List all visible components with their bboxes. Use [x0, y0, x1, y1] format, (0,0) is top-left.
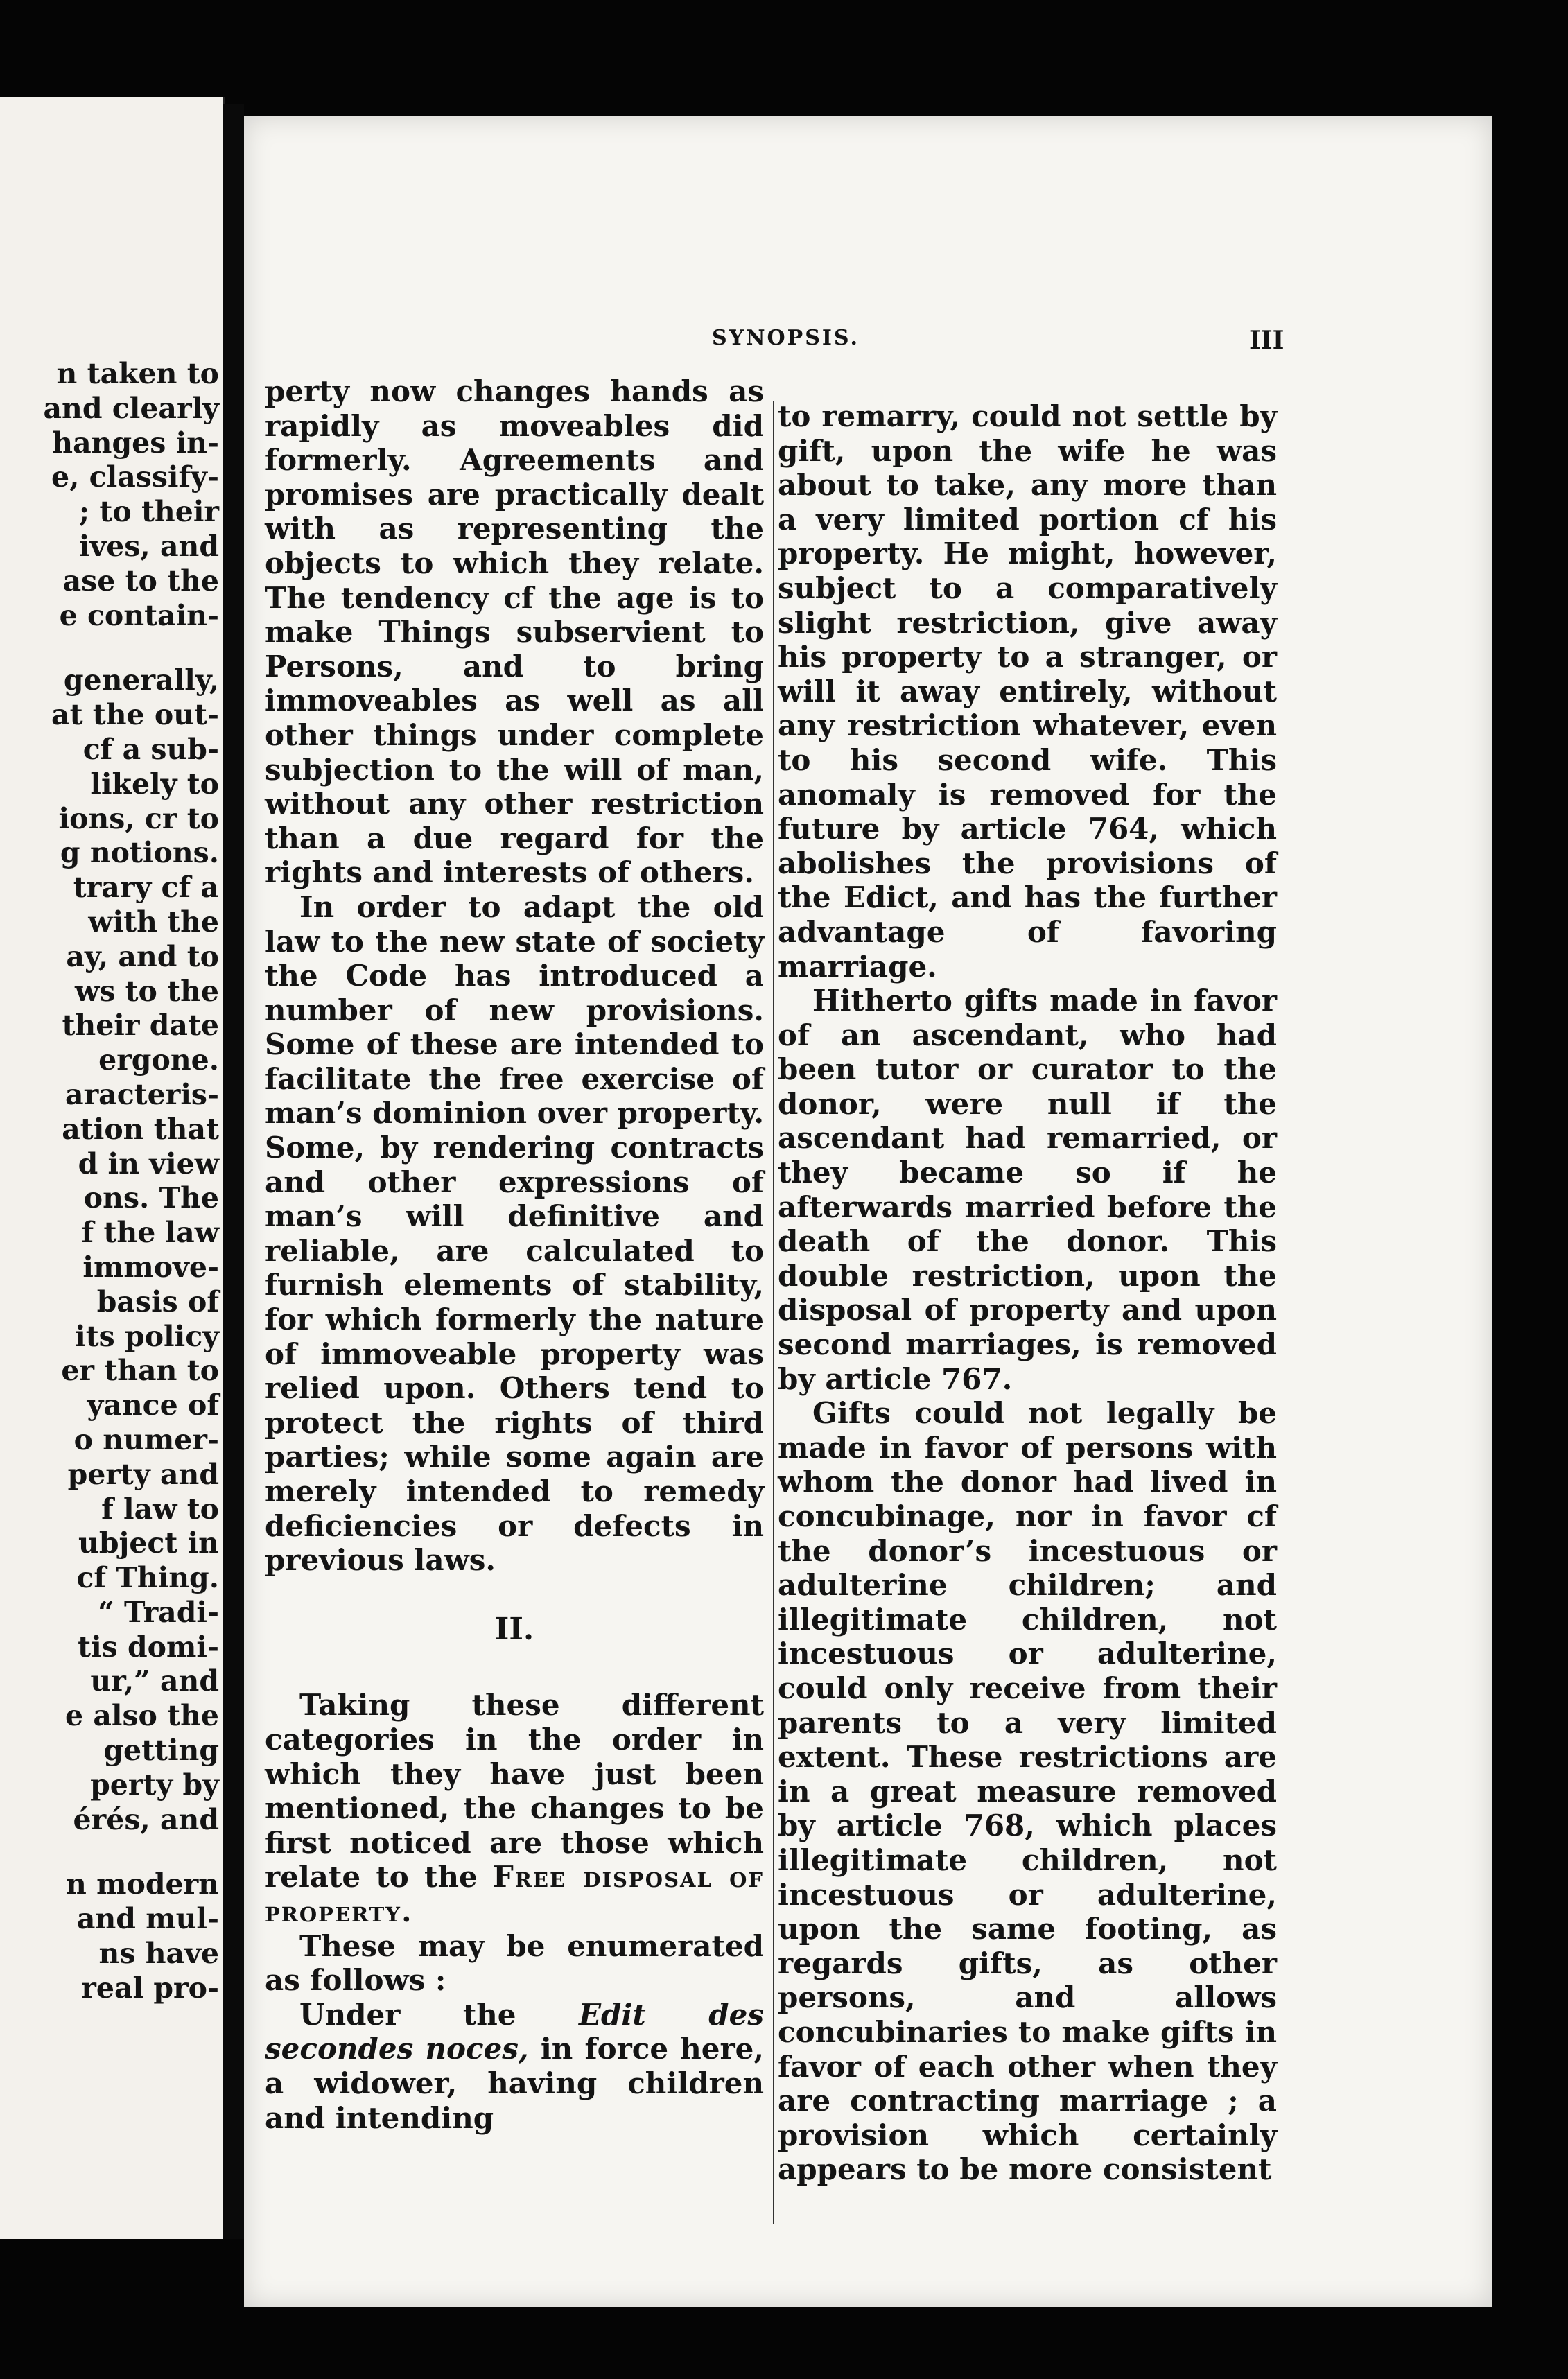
facing-page-line: ase to the — [62, 564, 219, 598]
facing-page-line: trary cf a — [73, 871, 219, 905]
facing-page-line: with the — [88, 905, 219, 939]
facing-page-line: perty by — [90, 1768, 219, 1802]
facing-page-line: immove- — [82, 1250, 219, 1284]
paragraph-text: in force here, a widower, having children and intending — [265, 2032, 764, 2135]
facing-page-line: cf Thing. — [76, 1561, 219, 1595]
facing-page-line: d in view — [78, 1147, 219, 1180]
facing-page-line: at the out- — [51, 698, 219, 732]
small-caps-heading: Free disposal of property. — [265, 1860, 764, 1928]
facing-page-line: ubject in — [78, 1526, 219, 1560]
facing-page-line: ons. The — [83, 1181, 219, 1215]
running-head — [244, 326, 1492, 354]
facing-page-line: basis of — [96, 1284, 219, 1318]
facing-page-line: e also the — [64, 1699, 219, 1733]
facing-page-line: g notions. — [60, 836, 219, 870]
facing-page-line: getting — [103, 1734, 219, 1768]
facing-page-line: hanges in- — [52, 426, 219, 460]
facing-page-line: generally, — [63, 663, 219, 697]
facing-page-line: real pro- — [81, 1971, 219, 2005]
book-page — [244, 116, 1492, 2307]
paragraph — [265, 1688, 764, 1928]
facing-page-line: o numer- — [73, 1422, 219, 1456]
facing-page-line: likely to — [90, 767, 219, 801]
paragraph: perty now changes hands as rapidly as moveables did formerly. Agreements and promises are practically dealt with as representing the objects to which they relate. The tendency cf the age is to make Things subservient to Persons, and to bring immoveables as well as all other things under complete subjection to the will of man, without any other restriction than a due regard for the rights and interests of others. — [265, 374, 764, 890]
facing-page-text — [0, 357, 219, 2006]
facing-page-line: n taken to — [56, 357, 219, 390]
facing-page-line: ation that — [62, 1112, 219, 1146]
right-column — [778, 399, 1277, 2187]
facing-page-line: er than to — [61, 1354, 219, 1388]
facing-page-line: and clearly — [43, 391, 219, 425]
facing-page-line: “ Tradi- — [98, 1595, 219, 1629]
facing-page-line: ions, cr to — [58, 801, 219, 835]
facing-page-line: ergone. — [98, 1043, 219, 1077]
book-gutter — [223, 104, 244, 2239]
facing-page-line: perty and — [67, 1457, 219, 1491]
facing-page-line: ur,” and — [90, 1664, 219, 1698]
facing-page-fragment — [0, 97, 225, 2239]
facing-page-line: f law to — [101, 1492, 219, 1526]
facing-page-line — [0, 1837, 219, 1867]
facing-page-line: and mul- — [76, 1902, 219, 1936]
page-number: III — [1249, 326, 1284, 355]
running-title: SYNOPSIS. — [712, 326, 860, 350]
facing-page-line: e contain- — [59, 598, 219, 632]
section-heading: II. — [494, 1611, 534, 1647]
facing-page-line: its policy — [75, 1319, 219, 1353]
column-rule — [773, 401, 774, 2224]
facing-page-line — [0, 633, 219, 663]
facing-page-line: cf a sub- — [82, 732, 219, 766]
paragraph-text: Taking these different categories in the order in which they have just been mentioned, the changes to be first noticed are those which relate to the — [265, 1688, 764, 1894]
paragraph: In order to adapt the old law to the new state of society the Code has introduced a number of new provisions. Some of these are intended to facilitate the free exercise of man’s dominion over property. Some, by rendering contracts and other expressions of man’s will definitive and reliable, are calculated to furnish elements of stability, for which formerly the nature of immoveable property was relied upon. Others tend to protect the rights of third parties; while some again are merely intended to remedy deficiencies or defects in previous laws. — [265, 889, 764, 1578]
facing-page-line: ives, and — [78, 529, 219, 563]
paragraph-text: Under the — [299, 1997, 516, 2032]
italic-term: Edit des secondes noces, — [265, 1997, 764, 2066]
facing-page-line: f the law — [81, 1216, 219, 1250]
facing-page-line: ; to their — [79, 495, 219, 529]
facing-page-line: ws to the — [74, 974, 219, 1008]
facing-page-line: aracteris- — [65, 1077, 219, 1111]
paragraph: These may be enumerated as follows : — [265, 1928, 764, 1998]
facing-page-line: their date — [62, 1009, 219, 1043]
paragraph: Hitherto gifts made in favor of an ascendant, who had been tutor or curator to the donor, were null if the ascendant had remarried, or they became so if he afterwards married before the death of the donor. This double restriction, upon the disposal of property and upon second marriages, is removed by article 767. — [778, 984, 1277, 1396]
facing-page-line: érés, and — [73, 1802, 219, 1836]
paragraph: Gifts could not legally be made in favor of persons with whom the donor had lived in concubinage, nor in favor cf the donor’s incestuous or adulterine children; and illegitimate children, not incestuous or adulterine, could only receive from their parents to a very limited extent. These restrictions are in a great measure removed by article 768, which places illegitimate children, not incestuous or adulterine, upon the same footing, as regards gifts, as other persons, and allows concubinaries to make gifts in favor of each other when they are contracting marriage ; a provision which certainly appears to be more consistent — [778, 1396, 1277, 2187]
facing-page-line: ay, and to — [66, 939, 219, 973]
paragraph — [265, 1998, 764, 2135]
left-column — [265, 374, 764, 2135]
facing-page-line: yance of — [87, 1388, 219, 1422]
facing-page-line: tis domi- — [78, 1630, 219, 1664]
facing-page-line: e, classify- — [51, 460, 219, 494]
paragraph: to remarry, could not settle by gift, upon the wife he was about to take, any more than a very limited portion cf his property. He might, however, subject to a comparatively slight restriction, give away his property to a stranger, or will it away entirely, without any restriction whatever, even to his second wife. This anomaly is removed for the future by article 764, which abolishes the provisions of the Edict, and has the further advantage of favoring marriage. — [778, 399, 1277, 984]
facing-page-line: ns have — [98, 1937, 219, 1971]
facing-page-line: n modern — [66, 1867, 219, 1901]
